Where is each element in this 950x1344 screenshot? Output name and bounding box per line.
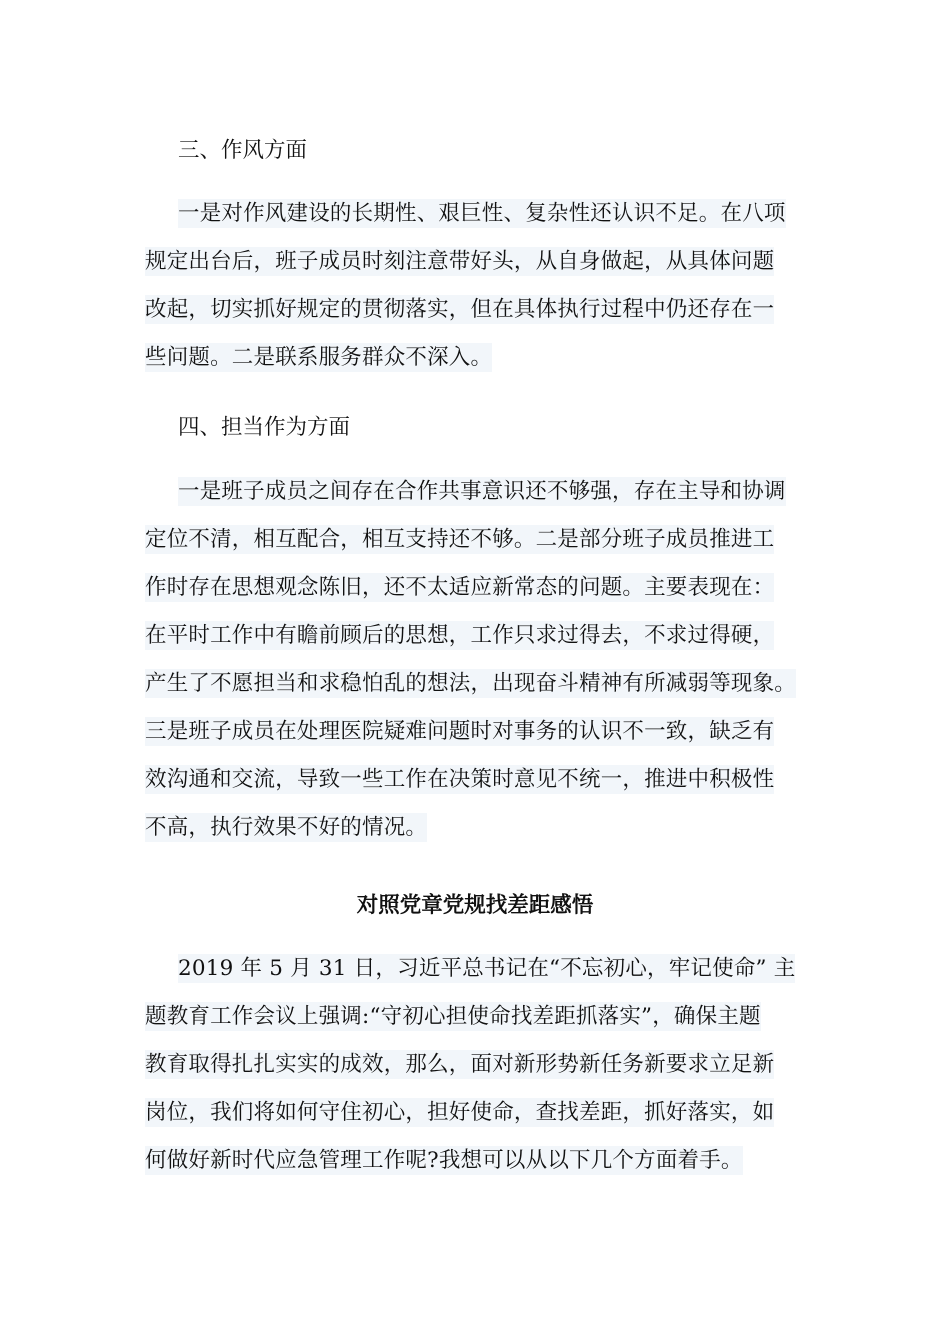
paragraph-line: 教育取得扎扎实实的成效，那么，面对新形势新任务新要求立足新 [145, 1052, 775, 1077]
section-4-heading: 四、担当作为方面 [178, 415, 351, 440]
paragraph-line: 些问题。二是联系服务群众不深入。 [145, 345, 493, 370]
section-3-paragraph [145, 190, 825, 382]
paragraph-line: 作时存在思想观念陈旧，还不太适应新常态的问题。主要表现在： [145, 575, 775, 600]
article-paragraph [145, 945, 825, 1185]
paragraph-line: 规定出台后，班子成员时刻注意带好头，从自身做起，从具体问题 [145, 249, 775, 274]
paragraph-line: 三是班子成员在处理医院疑难问题时对事务的认识不一致，缺乏有 [145, 719, 775, 744]
section-3-heading: 三、作风方面 [178, 138, 308, 163]
paragraph-line: 改起，切实抓好规定的贯彻落实，但在具体执行过程中仍还存在一 [145, 297, 775, 322]
paragraph-line: 定位不清，相互配合，相互支持还不够。二是部分班子成员推进工 [145, 527, 775, 552]
paragraph-line: 在平时工作中有瞻前顾后的思想，工作只求过得去，不求过得硬， [145, 623, 775, 648]
paragraph-line: 不高，执行效果不好的情况。 [145, 815, 428, 840]
paragraph-line: 效沟通和交流，导致一些工作在决策时意见不统一，推进中积极性 [145, 767, 775, 792]
paragraph-line: 2019 年 5 月 31 日，习近平总书记在“不忘初心，牢记使命” 主 [178, 956, 796, 981]
section-4-paragraph [145, 468, 825, 852]
paragraph-line: 岗位，我们将如何守住初心，担好使命，查找差距，抓好落实，如 [145, 1100, 775, 1125]
paragraph-line: 何做好新时代应急管理工作呢?我想可以从以下几个方面着手。 [145, 1148, 743, 1173]
article-title: 对照党章党规找差距感悟 [356, 893, 594, 918]
paragraph-line: 题教育工作会议上强调:“守初心担使命找差距抓落实”，确保主题 [145, 1004, 761, 1029]
paragraph-line: 一是对作风建设的长期性、艰巨性、复杂性还认识不足。在八项 [178, 201, 786, 226]
paragraph-line: 产生了不愿担当和求稳怕乱的想法，出现奋斗精神有所减弱等现象。 [145, 671, 797, 696]
paragraph-line: 一是班子成员之间存在合作共事意识还不够强，存在主导和协调 [178, 479, 786, 504]
